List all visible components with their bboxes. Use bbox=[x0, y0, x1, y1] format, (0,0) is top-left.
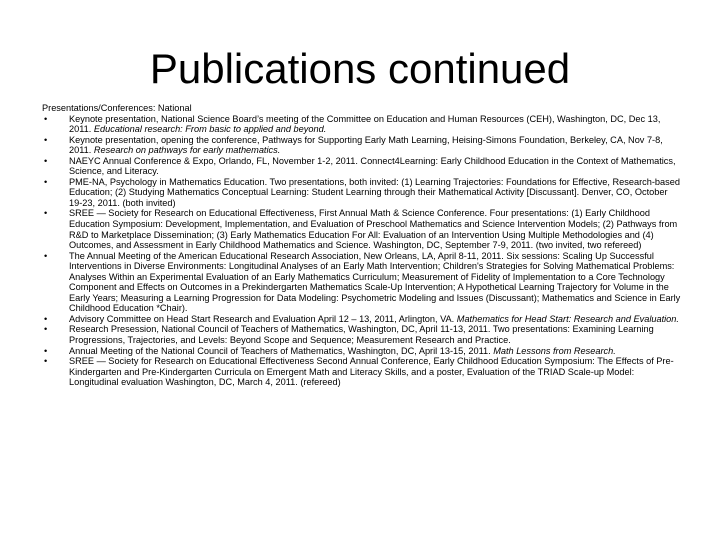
bullet-icon: • bbox=[44, 250, 48, 261]
slide-title: Publications continued bbox=[149, 45, 571, 92]
item-text: Advisory Committee on Head Start Research and Evaluation April 12 – 13, 2011, Arlington, VA. bbox=[69, 313, 457, 324]
list-item bbox=[42, 251, 682, 314]
bullet-icon: • bbox=[44, 356, 48, 367]
list-item bbox=[42, 356, 682, 388]
item-italic-title: Educational research: From basic to applied and beyond. bbox=[93, 124, 327, 135]
bullet-icon: • bbox=[44, 208, 48, 219]
bullet-icon: • bbox=[44, 113, 48, 124]
list-item bbox=[42, 346, 682, 357]
list-item bbox=[42, 114, 682, 135]
item-text: Keynote presentation, opening the conference, Pathways for Supporting Early Math Learning, Heising-Simons Foundation, Berkeley, CA, Nov 7-8, 2011. bbox=[69, 134, 663, 156]
publication-list bbox=[42, 114, 682, 388]
list-item bbox=[42, 324, 682, 345]
bullet-icon: • bbox=[44, 176, 48, 187]
item-text: Keynote presentation, National Science Board’s meeting of the Committee on Education and Human Resources (CEH), Washington, DC, Dec 13, 2011. bbox=[69, 113, 661, 135]
slide-content bbox=[42, 103, 682, 388]
item-text: SREE — Society for Research on Educational Effectiveness Second Annual Conference, Early Childhood Education Symposium: The Effects of Pre-Kindergarten and Pre-Kindergarten Curricula on Emergent Math and Literacy Skills, and a poster, Evaluation of the TRIAD Scale-up Model: Longitudinal evaluation Washington, DC, March 4, 2011. (refereed) bbox=[69, 356, 674, 388]
bullet-icon: • bbox=[44, 313, 48, 324]
bullet-icon: • bbox=[44, 155, 48, 166]
bullet-icon: • bbox=[44, 324, 48, 335]
list-item bbox=[42, 314, 682, 325]
list-item bbox=[42, 156, 682, 177]
item-italic-title: Research on pathways for early mathematics. bbox=[93, 145, 281, 156]
item-text: NAEYC Annual Conference & Expo, Orlando, FL, November 1-2, 2011. Connect4Learning: Early Childhood Education in the Context of Mathematics, Science, and Literacy. bbox=[69, 155, 676, 177]
list-item bbox=[42, 208, 682, 250]
item-italic-title: Mathematics for Head Start: Research and Evaluation. bbox=[456, 313, 679, 324]
bullet-icon: • bbox=[44, 345, 48, 356]
item-text: Annual Meeting of the National Council of Teachers of Mathematics, Washington, DC, April 13-15, 2011. bbox=[69, 345, 494, 356]
list-item bbox=[42, 177, 682, 209]
item-text: SREE — Society for Research on Educational Effectiveness, First Annual Math & Science Conference. Four presentations: (1) Early Childhood Education Symposium: Development, Implementation, and Evaluation of Preschool Mathematics and Science Intervention Models; (2) Pathways from R&D to Marketplace Dissemination; (3) Early Mathematics Education For All: Evaluation of an Intervention Using Multiple Methodologies and (4) Outcomes, and Assessment in Early Childhood Mathematics and Science. Washington, DC, September 7-9, 2011. (two invited, two refereed) bbox=[69, 208, 678, 251]
item-text: The Annual Meeting of the American Educational Research Association, New Orleans, LA, April 8-11, 2011. Six sessions: Scaling Up Successful Interventions in Diverse Environments: Longitudinal Analyses of an Early Math Intervention; Children's Strategies for Solving Mathematical Problems: Analyses Within an Experimental Evaluation of an Early Mathematics Curriculum; Measurement of Fidelity of Implementation to a Core Technology Component and Effects on Outcomes in a Prekindergarten Mathematics Scale-Up Intervention; A Hypothetical Learning Trajectory for Volume in the Early Years; Measuring a Learning Progression for Data Modeling: Psychometric Modeling and Issues (Discussant); Mathematics and Science in Early Childhood Education *Chair). bbox=[69, 250, 681, 314]
item-text: PME-NA, Psychology in Mathematics Education. Two presentations, both invited: (1) Learning Trajectories: Foundations for Effective, Research-based Education; (2) Studying Mathematics Conceptual Learning: Student Learning through their Mathematical Activity [Discussant]. Denver, CO, October 19-23, 2011. (both invited) bbox=[69, 176, 680, 208]
item-italic-title: Math Lessons from Research. bbox=[493, 345, 616, 356]
list-item bbox=[42, 135, 682, 156]
bullet-icon: • bbox=[44, 134, 48, 145]
item-text: Research Presession, National Council of Teachers of Mathematics, Washington, DC, April 11-13, 2011. Two presentations: Examining Learning Progressions, Trajectories, and Levels: Beyond Scope and Sequence; Measurement Research and Practice. bbox=[69, 324, 654, 346]
section-heading: Presentations/Conferences: National bbox=[42, 103, 192, 113]
